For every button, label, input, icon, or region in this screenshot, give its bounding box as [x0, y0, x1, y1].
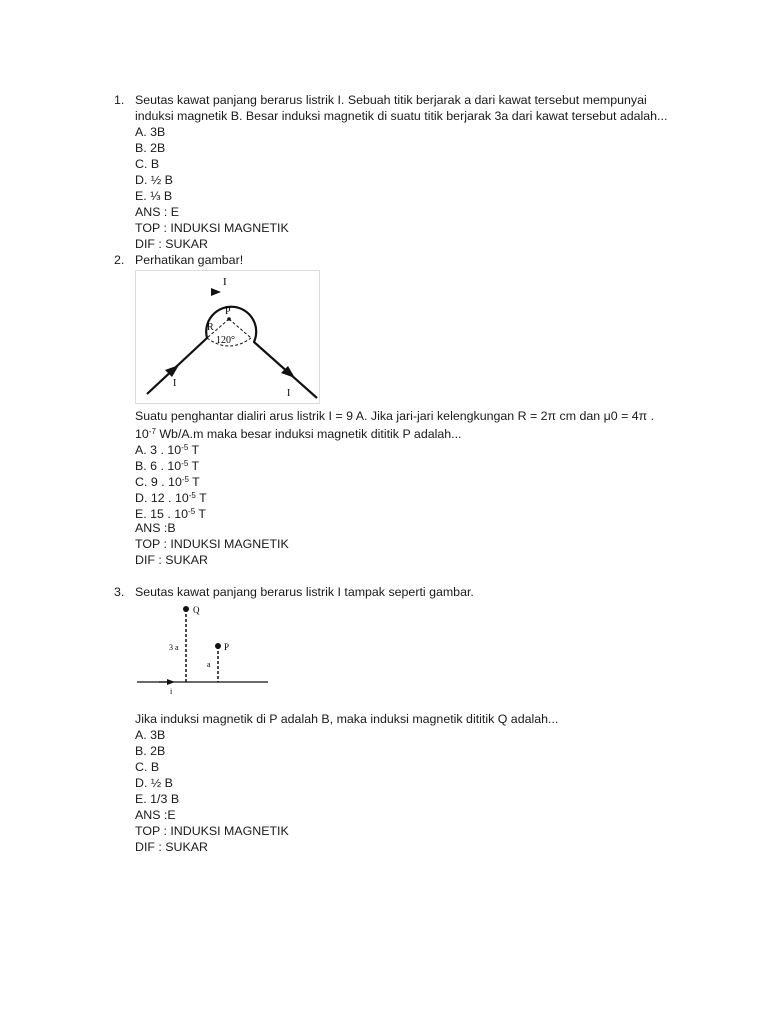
question-1-number: 1. — [114, 93, 125, 107]
q1-topic: TOP : INDUKSI MAGNETIK — [135, 221, 289, 235]
q2-option-a-exponent: -5 — [181, 443, 189, 452]
q3-figure-svg — [135, 600, 275, 700]
q3-option-a: A. 3B — [135, 728, 166, 742]
q1-option-b: B. 2B — [135, 141, 166, 155]
q2-option-b-unit: T — [188, 459, 200, 473]
question-2-number: 2. — [114, 253, 125, 267]
q3-difficulty: DIF : SUKAR — [135, 840, 208, 854]
q2-text-line1: Suatu penghantar dialiri arus listrik I = 9 A. Jika jari-jari kelengkungan R = 2π cm dan μ0 = 4π . — [135, 409, 655, 423]
q2-figure — [135, 270, 320, 404]
q2-option-b-base: B. 6 . 10 — [135, 459, 182, 473]
q3-text: Jika induksi magnetik di P adalah B, maka induksi magnetik dititik Q adalah... — [135, 712, 559, 726]
q3-option-b: B. 2B — [135, 744, 166, 758]
label-3a: 3 a — [169, 643, 179, 652]
q2-text-line2-base: 10 — [135, 427, 149, 441]
q3-option-c: C. B — [135, 760, 160, 774]
label-i-top: I — [223, 276, 227, 288]
q3-stem: Seutas kawat panjang berarus listrik I tampak seperti gambar. — [135, 585, 474, 599]
q1-answer: ANS : E — [135, 205, 180, 219]
point-p-dot — [215, 643, 221, 649]
label-angle: 120° — [216, 335, 235, 346]
q2-topic: TOP : INDUKSI MAGNETIK — [135, 537, 289, 551]
q2-option-b-exponent: -5 — [181, 459, 189, 468]
q2-stem: Perhatikan gambar! — [135, 253, 244, 267]
q2-text-line2-rest: Wb/A.m maka besar induksi magnetik dititik P adalah... — [155, 427, 462, 441]
q2-option-c-exponent: -5 — [181, 475, 189, 484]
current-arrow-head — [167, 679, 175, 685]
q1-stem-line1: Seutas kawat panjang berarus listrik I. Sebuah titik berjarak a dari kawat tersebut mempunyai — [135, 93, 647, 107]
q3-option-d: D. ½ B — [135, 776, 173, 790]
q2-option-c-base: C. 9 . 10 — [135, 475, 182, 489]
label-a: a — [207, 660, 211, 669]
label-p: P — [224, 642, 230, 652]
label-p: P — [225, 306, 231, 317]
q3-option-e: E. 1/3 B — [135, 792, 180, 806]
label-i-left: I — [173, 378, 177, 389]
q2-option-d-base: D. 12 . 10 — [135, 491, 189, 505]
q2-answer: ANS :B — [135, 521, 176, 535]
q2-difficulty: DIF : SUKAR — [135, 553, 208, 567]
q1-option-c: C. B — [135, 157, 160, 171]
q3-figure — [135, 600, 275, 700]
q1-option-e: E. ⅓ B — [135, 189, 173, 203]
q1-stem-line2: induksi magnetik B. Besar induksi magnetik di suatu titik berjarak 3a dari kawat tersebut adalah... — [135, 109, 668, 123]
q1-difficulty: DIF : SUKAR — [135, 237, 208, 251]
q2-figure-svg — [135, 270, 320, 404]
q2-option-d-unit: T — [195, 491, 207, 505]
current-arrow-top — [211, 288, 221, 296]
q2-option-e-unit: T — [195, 507, 206, 521]
label-r: R — [207, 322, 214, 333]
q1-option-d: D. ½ B — [135, 173, 173, 187]
label-q: Q — [193, 605, 200, 615]
q2-option-c-unit: T — [188, 475, 200, 489]
point-q-dot — [183, 606, 189, 612]
q2-option-d-exponent: -5 — [188, 491, 196, 500]
question-3-number: 3. — [114, 585, 125, 599]
q2-text-line2-exponent: -7 — [148, 427, 156, 436]
q3-topic: TOP : INDUKSI MAGNETIK — [135, 824, 289, 838]
q2-option-a-unit: T — [188, 443, 200, 457]
q2-option-a-base: A. 3 . 10 — [135, 443, 182, 457]
q3-answer: ANS :E — [135, 808, 176, 822]
q1-option-a: A. 3B — [135, 125, 166, 139]
q2-option-e-exponent: -5 — [188, 507, 196, 516]
q2-option-e-base: E. 15 . 10 — [135, 507, 189, 521]
label-i-right: I — [287, 388, 291, 399]
label-i: i — [170, 687, 173, 696]
